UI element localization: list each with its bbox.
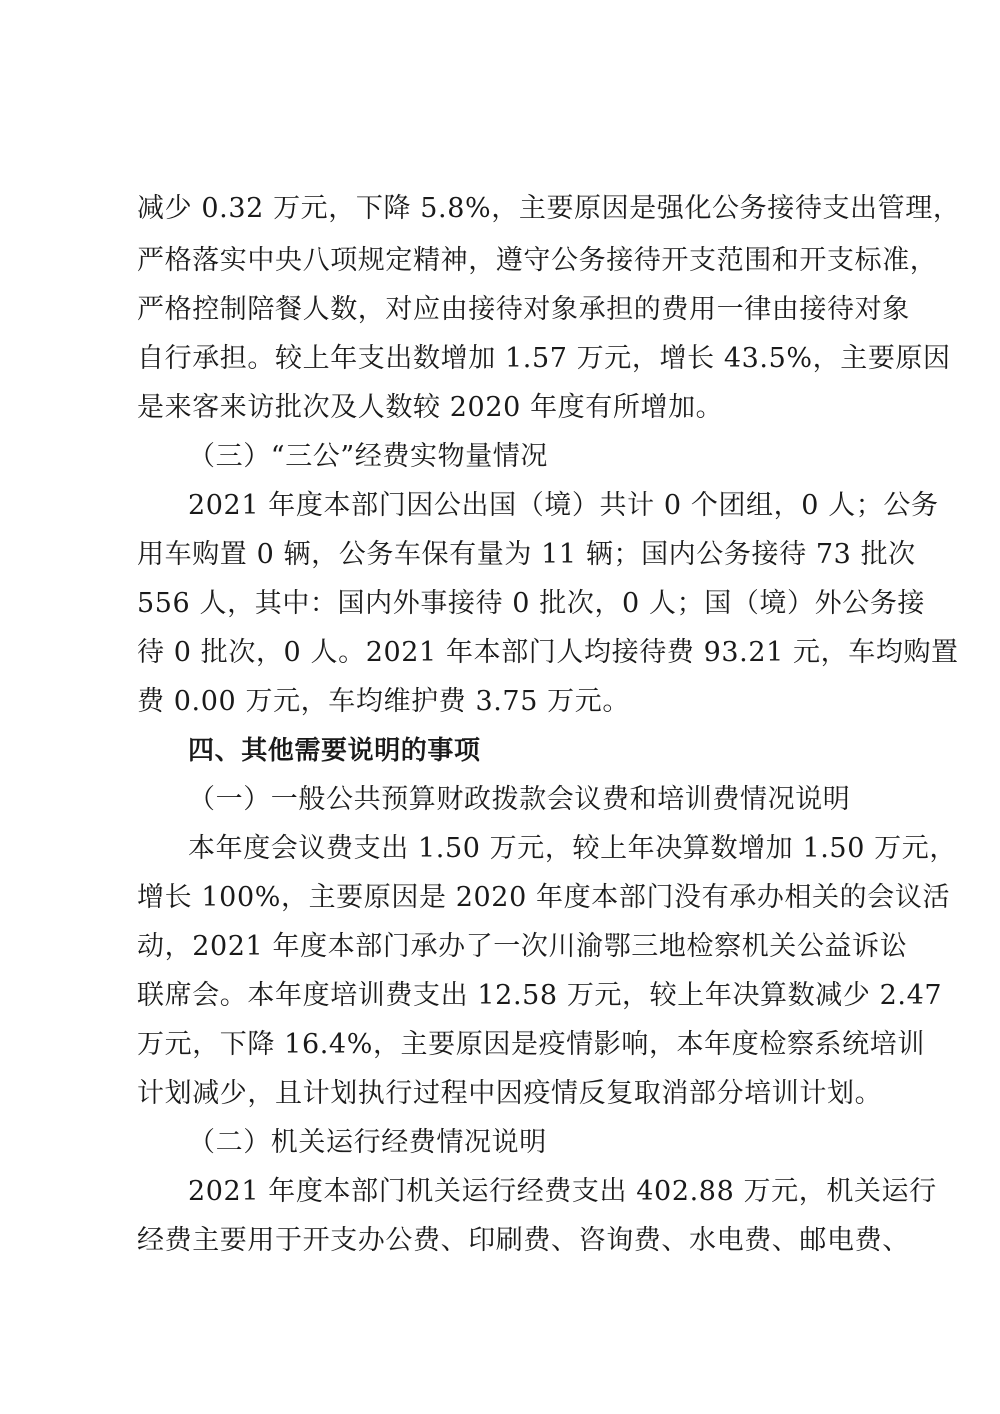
paragraph-line: 用车购置 0 辆，公务车保有量为 11 辆；国内公务接待 73 批次 — [137, 539, 916, 570]
paragraph-line: 严格落实中央八项规定精神，遵守公务接待开支范围和开支标准， — [137, 245, 938, 276]
paragraph-line: 本年度会议费支出 1.50 万元，较上年决算数增加 1.50 万元， — [188, 833, 957, 864]
paragraph-line: 2021 年度本部门因公出国（境）共计 0 个团组，0 人；公务 — [188, 490, 939, 521]
section-heading-other-matters: 四、其他需要说明的事项 — [188, 736, 481, 766]
paragraph-line: 万元，下降 16.4%，主要原因是疫情影响，本年度检察系统培训 — [137, 1029, 925, 1060]
paragraph-line: 增长 100%，主要原因是 2020 年度本部门没有承办相关的会议活 — [137, 882, 951, 913]
paragraph-line: 2021 年度本部门机关运行经费支出 402.88 万元，机关运行 — [188, 1176, 937, 1207]
section-heading-operating-expenses: （二）机关运行经费情况说明 — [188, 1127, 547, 1158]
section-heading-meeting-training: （一）一般公共预算财政拨款会议费和培训费情况说明 — [188, 784, 851, 815]
paragraph-line: 动，2021 年度本部门承办了一次川渝鄂三地检察机关公益诉讼 — [137, 931, 908, 962]
section-heading-san-gong-quantities: （三）“三公”经费实物量情况 — [188, 441, 549, 472]
paragraph-line: 是来客来访批次及人数较 2020 年度有所增加。 — [137, 392, 724, 423]
paragraph-line: 经费主要用于开支办公费、印刷费、咨询费、水电费、邮电费、 — [137, 1225, 910, 1256]
paragraph-line: 减少 0.32 万元，下降 5.8%，主要原因是强化公务接待支出管理， — [137, 193, 961, 224]
paragraph-line: 556 人，其中：国内外事接待 0 批次，0 人；国（境）外公务接 — [137, 588, 926, 619]
paragraph-line: 费 0.00 万元，车均维护费 3.75 万元。 — [137, 686, 630, 717]
paragraph-line: 待 0 批次，0 人。2021 年本部门人均接待费 93.21 元，车均购置 — [137, 637, 959, 668]
paragraph-line: 联席会。本年度培训费支出 12.58 万元，较上年决算数减少 2.47 — [137, 980, 943, 1011]
paragraph-line: 计划减少，且计划执行过程中因疫情反复取消部分培训计划。 — [137, 1078, 883, 1109]
paragraph-line: 自行承担。较上年支出数增加 1.57 万元，增长 43.5%，主要原因 — [137, 343, 951, 374]
paragraph-line: 严格控制陪餐人数，对应由接待对象承担的费用一律由接待对象 — [137, 294, 910, 325]
